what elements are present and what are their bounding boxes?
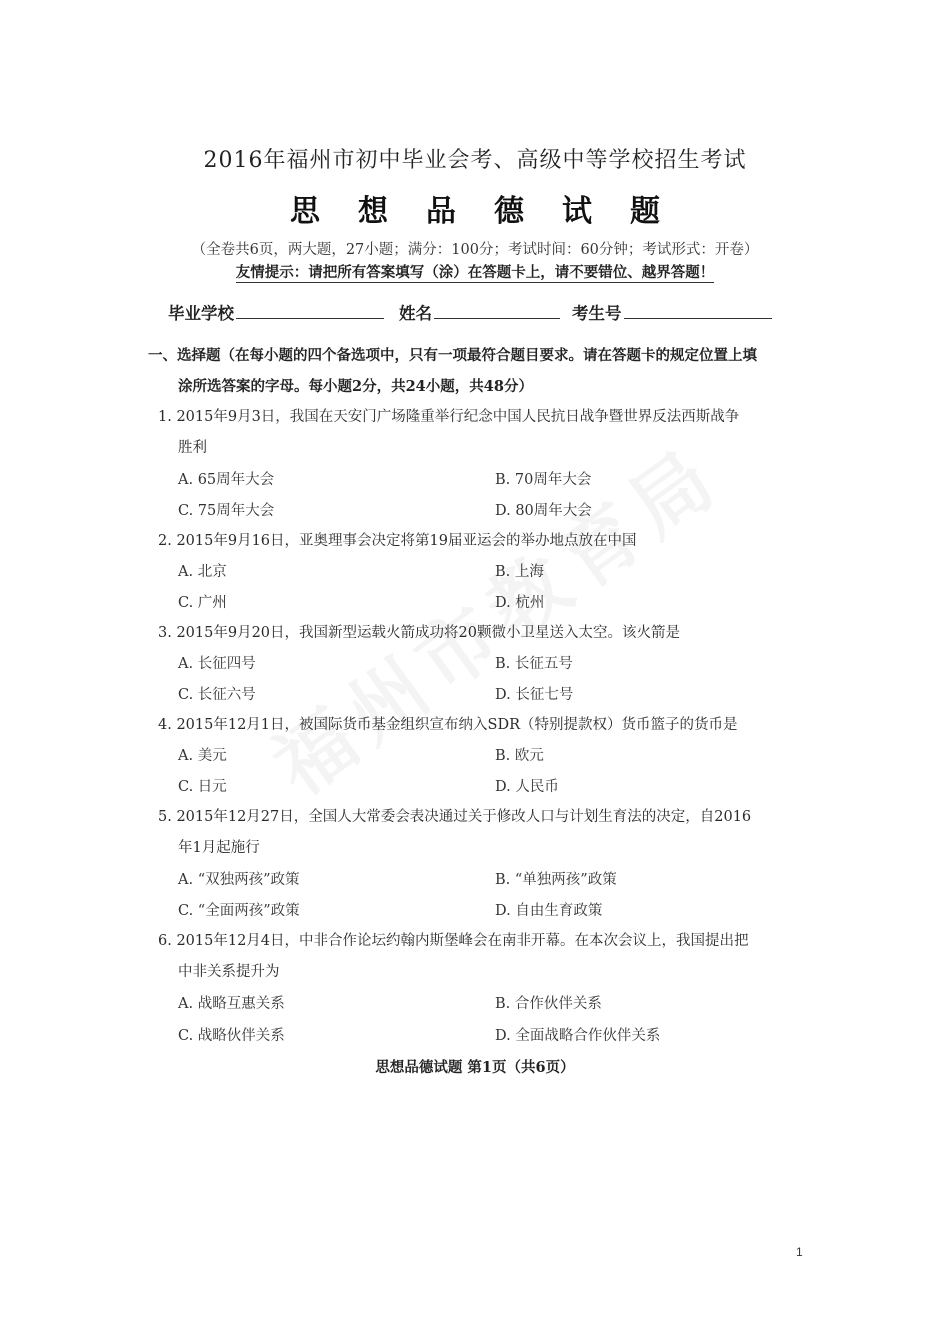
option-c: C. 75周年大会 xyxy=(178,503,275,519)
question-stem: 2. 2015年9月16日，亚奥理事会决定将第19届亚运会的举办地点放在中国 xyxy=(158,533,637,549)
question-stem: 1. 2015年9月3日，我国在天安门广场隆重举行纪念中国人民抗日战争暨世界反法西斯战争 xyxy=(158,409,740,425)
option-c: C. 战略伙伴关系 xyxy=(178,1028,285,1044)
option-d: D. 全面战略合作伙伴关系 xyxy=(495,1028,661,1044)
exam-title: 2016年福州市初中毕业会考、高级中等学校招生考试 xyxy=(203,148,747,173)
exam-number-label: 考生号 xyxy=(572,304,622,323)
page-footer: 思想品德试题 第1页（共6页） xyxy=(375,1059,575,1076)
option-c: C. 长征六号 xyxy=(178,687,256,703)
school-blank[interactable] xyxy=(236,302,384,319)
section-heading-line2: 涂所选答案的字母。每小题2分，共24小题，共48分） xyxy=(178,378,533,395)
option-c: C. “全面两孩”政策 xyxy=(178,903,300,919)
friendly-tip xyxy=(0,261,950,282)
option-a: A. “双独两孩”政策 xyxy=(178,872,300,888)
option-a: A. 长征四号 xyxy=(178,656,256,672)
question-stem-cont: 年1月起施行 xyxy=(178,840,260,856)
option-b: B. 上海 xyxy=(495,564,544,580)
page-number: 1 xyxy=(796,1245,803,1259)
name-blank[interactable] xyxy=(434,302,560,319)
subject-title: 思想品德试题 xyxy=(290,194,698,229)
option-d: D. 人民币 xyxy=(495,779,559,795)
option-a: A. 美元 xyxy=(178,748,227,764)
question-stem: 5. 2015年12月27日，全国人大常委会表决通过关于修改人口与计划生育法的决定，自2016 xyxy=(158,809,752,825)
question-stem: 6. 2015年12月4日，中非合作论坛约翰内斯堡峰会在南非开幕。在本次会议上，我国提出把 xyxy=(158,933,749,949)
option-a: A. 北京 xyxy=(178,564,227,580)
watermark-graphic xyxy=(248,416,741,817)
option-b: B. 长征五号 xyxy=(495,656,573,672)
option-c: C. 广州 xyxy=(178,595,227,611)
option-d: D. 长征七号 xyxy=(495,687,574,703)
option-d: D. 80周年大会 xyxy=(495,503,592,519)
name-label: 姓名 xyxy=(399,304,432,323)
question-stem: 4. 2015年12月1日，被国际货币基金组织宣布纳入SDR（特别提款权）货币篮子的货币是 xyxy=(158,717,738,733)
question-stem: 3. 2015年9月20日，我国新型运载火箭成功将20颗微小卫星送入太空。该火箭是 xyxy=(158,625,680,641)
question-stem-cont: 胜利 xyxy=(178,440,207,456)
option-d: D. 杭州 xyxy=(495,595,545,611)
student-info-fields xyxy=(168,300,808,326)
exam-number-field xyxy=(572,300,772,324)
section-heading xyxy=(148,340,798,402)
exam-number-blank[interactable] xyxy=(624,302,772,319)
option-c: C. 日元 xyxy=(178,779,227,795)
option-b: B. 欧元 xyxy=(495,748,544,764)
school-label: 毕业学校 xyxy=(168,304,234,323)
question-stem-cont: 中非关系提升为 xyxy=(178,964,280,980)
school-field xyxy=(168,300,384,324)
section-heading-line1: 一、选择题（在每小题的四个备选项中，只有一项最符合题目要求。请在答题卡的规定位置上填 xyxy=(148,347,757,364)
name-field xyxy=(399,300,560,324)
friendly-tip-text: 友情提示：请把所有答案填写（涂）在答题卡上，请不要错位、越界答题！ xyxy=(235,264,715,281)
option-d: D. 自由生育政策 xyxy=(495,903,603,919)
option-b: B. 70周年大会 xyxy=(495,472,592,488)
option-a: A. 战略互惠关系 xyxy=(178,996,285,1012)
option-b: B. “单独两孩”政策 xyxy=(495,872,617,888)
option-b: B. 合作伙伴关系 xyxy=(495,996,602,1012)
option-a: A. 65周年大会 xyxy=(178,472,275,488)
paper-info: （全卷共6页，两大题，27小题；满分：100分；考试时间：60分钟；考试形式：开卷） xyxy=(191,242,759,258)
